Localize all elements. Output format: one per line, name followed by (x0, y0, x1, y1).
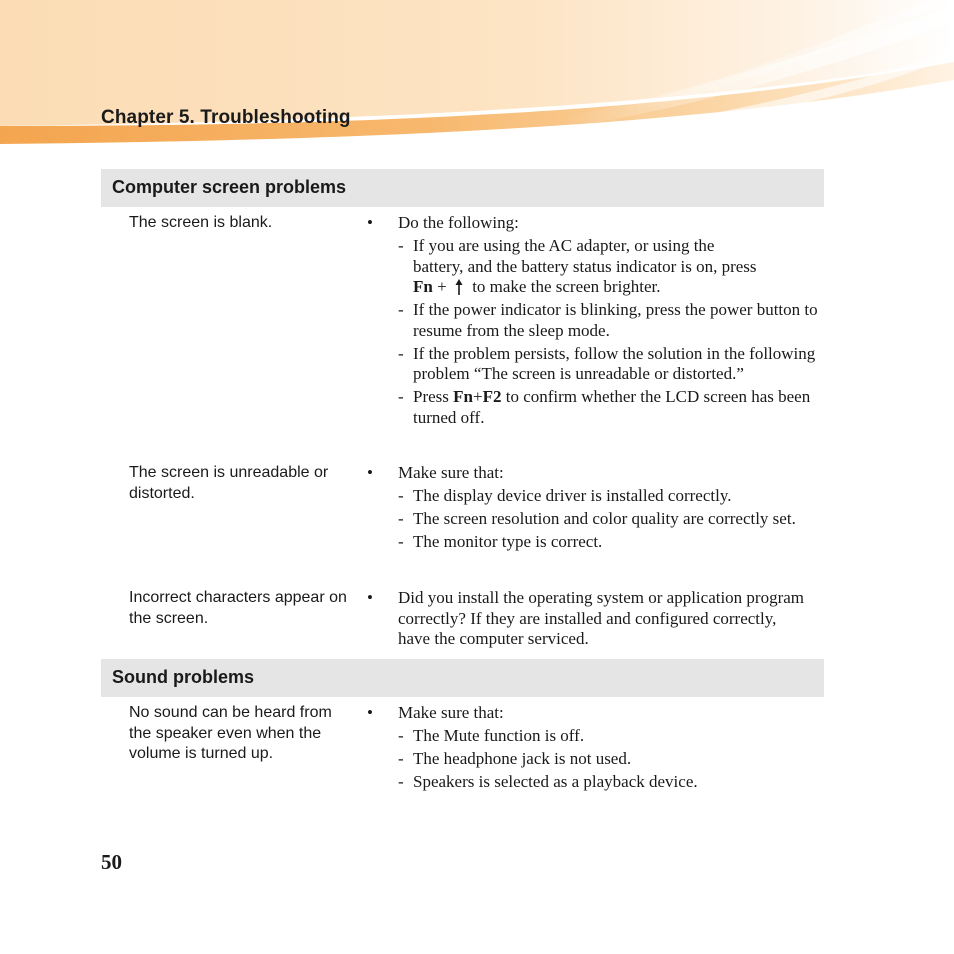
item-text-pre: Press (413, 387, 449, 406)
plus-sign: + (437, 277, 447, 296)
problem-no-sound: No sound can be heard from the speaker even when the volume is turned up. (129, 704, 332, 762)
solution-item (398, 509, 818, 530)
bullet-icon: • (367, 213, 373, 232)
dash: - (398, 772, 404, 791)
solution-incorrect-characters: Did you install the operating system or application program correctly? If they are installed and configured correctly, have the computer serviced. (398, 588, 805, 648)
solution-item (398, 772, 818, 793)
dash: - (398, 387, 404, 406)
item-text: The monitor type is correct. (413, 532, 603, 551)
problem-screen-blank: The screen is blank. (129, 214, 273, 231)
solution-item (398, 344, 818, 385)
dash: - (398, 726, 404, 745)
item-text: The screen resolution and color quality are correctly set. (413, 509, 796, 528)
key-fn: Fn (453, 387, 473, 406)
solution-no-sound (398, 703, 818, 793)
page-number: 50 (101, 850, 122, 874)
item-text: If the power indicator is blinking, press the power button to resume from the sleep mode. (413, 300, 818, 340)
dash: - (398, 749, 404, 768)
dash: - (398, 532, 404, 551)
solution-screen-blank (398, 213, 818, 428)
solution-item (398, 726, 818, 747)
bullet-icon: • (367, 588, 373, 607)
item-text-line1: If you are using the AC adapter, or using the (413, 236, 715, 255)
solution-lead: Do the following: (398, 213, 519, 232)
solution-item (398, 387, 818, 428)
dash: - (398, 343, 404, 363)
item-text: The headphone jack is not used. (413, 749, 632, 768)
dash: - (398, 486, 404, 505)
problem-incorrect-characters: Incorrect characters appear on the screen. (129, 589, 347, 627)
key-f2: F2 (482, 387, 502, 406)
item-text-post: to confirm whether the LCD screen has been turned off. (413, 387, 811, 427)
item-text-tail: to make the screen brighter. (472, 277, 661, 296)
item-text-line2: battery, and the battery status indicator is on, press (413, 256, 757, 276)
item-text: If the problem persists, follow the solution in the following problem “The screen is unreadable or distorted.” (413, 343, 816, 383)
item-text: The Mute function is off. (413, 726, 585, 745)
solution-lead: Make sure that: (398, 703, 504, 722)
solution-item (398, 486, 818, 507)
bullet-icon: • (367, 463, 373, 482)
item-text: Speakers is selected as a playback device. (413, 772, 698, 791)
up-arrow-icon (454, 278, 464, 296)
section-title: Computer screen problems (112, 177, 347, 197)
solution-lead: Make sure that: (398, 463, 504, 482)
dash: - (398, 236, 404, 255)
key-fn: Fn (413, 277, 433, 296)
plus-sign: + (473, 387, 483, 406)
solution-item (398, 749, 818, 770)
chapter-title: Chapter 5. Troubleshooting (101, 107, 351, 128)
dash: - (398, 509, 404, 528)
item-text: The display device driver is installed correctly. (413, 486, 732, 505)
dash: - (398, 300, 404, 319)
section-header-computer-screen (101, 169, 824, 207)
section-title: Sound problems (112, 667, 255, 687)
solution-item (398, 532, 818, 553)
problem-screen-unreadable: The screen is unreadable or distorted. (129, 464, 329, 502)
bullet-icon: • (367, 703, 373, 722)
solution-item (398, 236, 818, 298)
solution-screen-unreadable (398, 463, 818, 553)
solution-item (398, 300, 818, 341)
section-header-sound (101, 659, 824, 697)
